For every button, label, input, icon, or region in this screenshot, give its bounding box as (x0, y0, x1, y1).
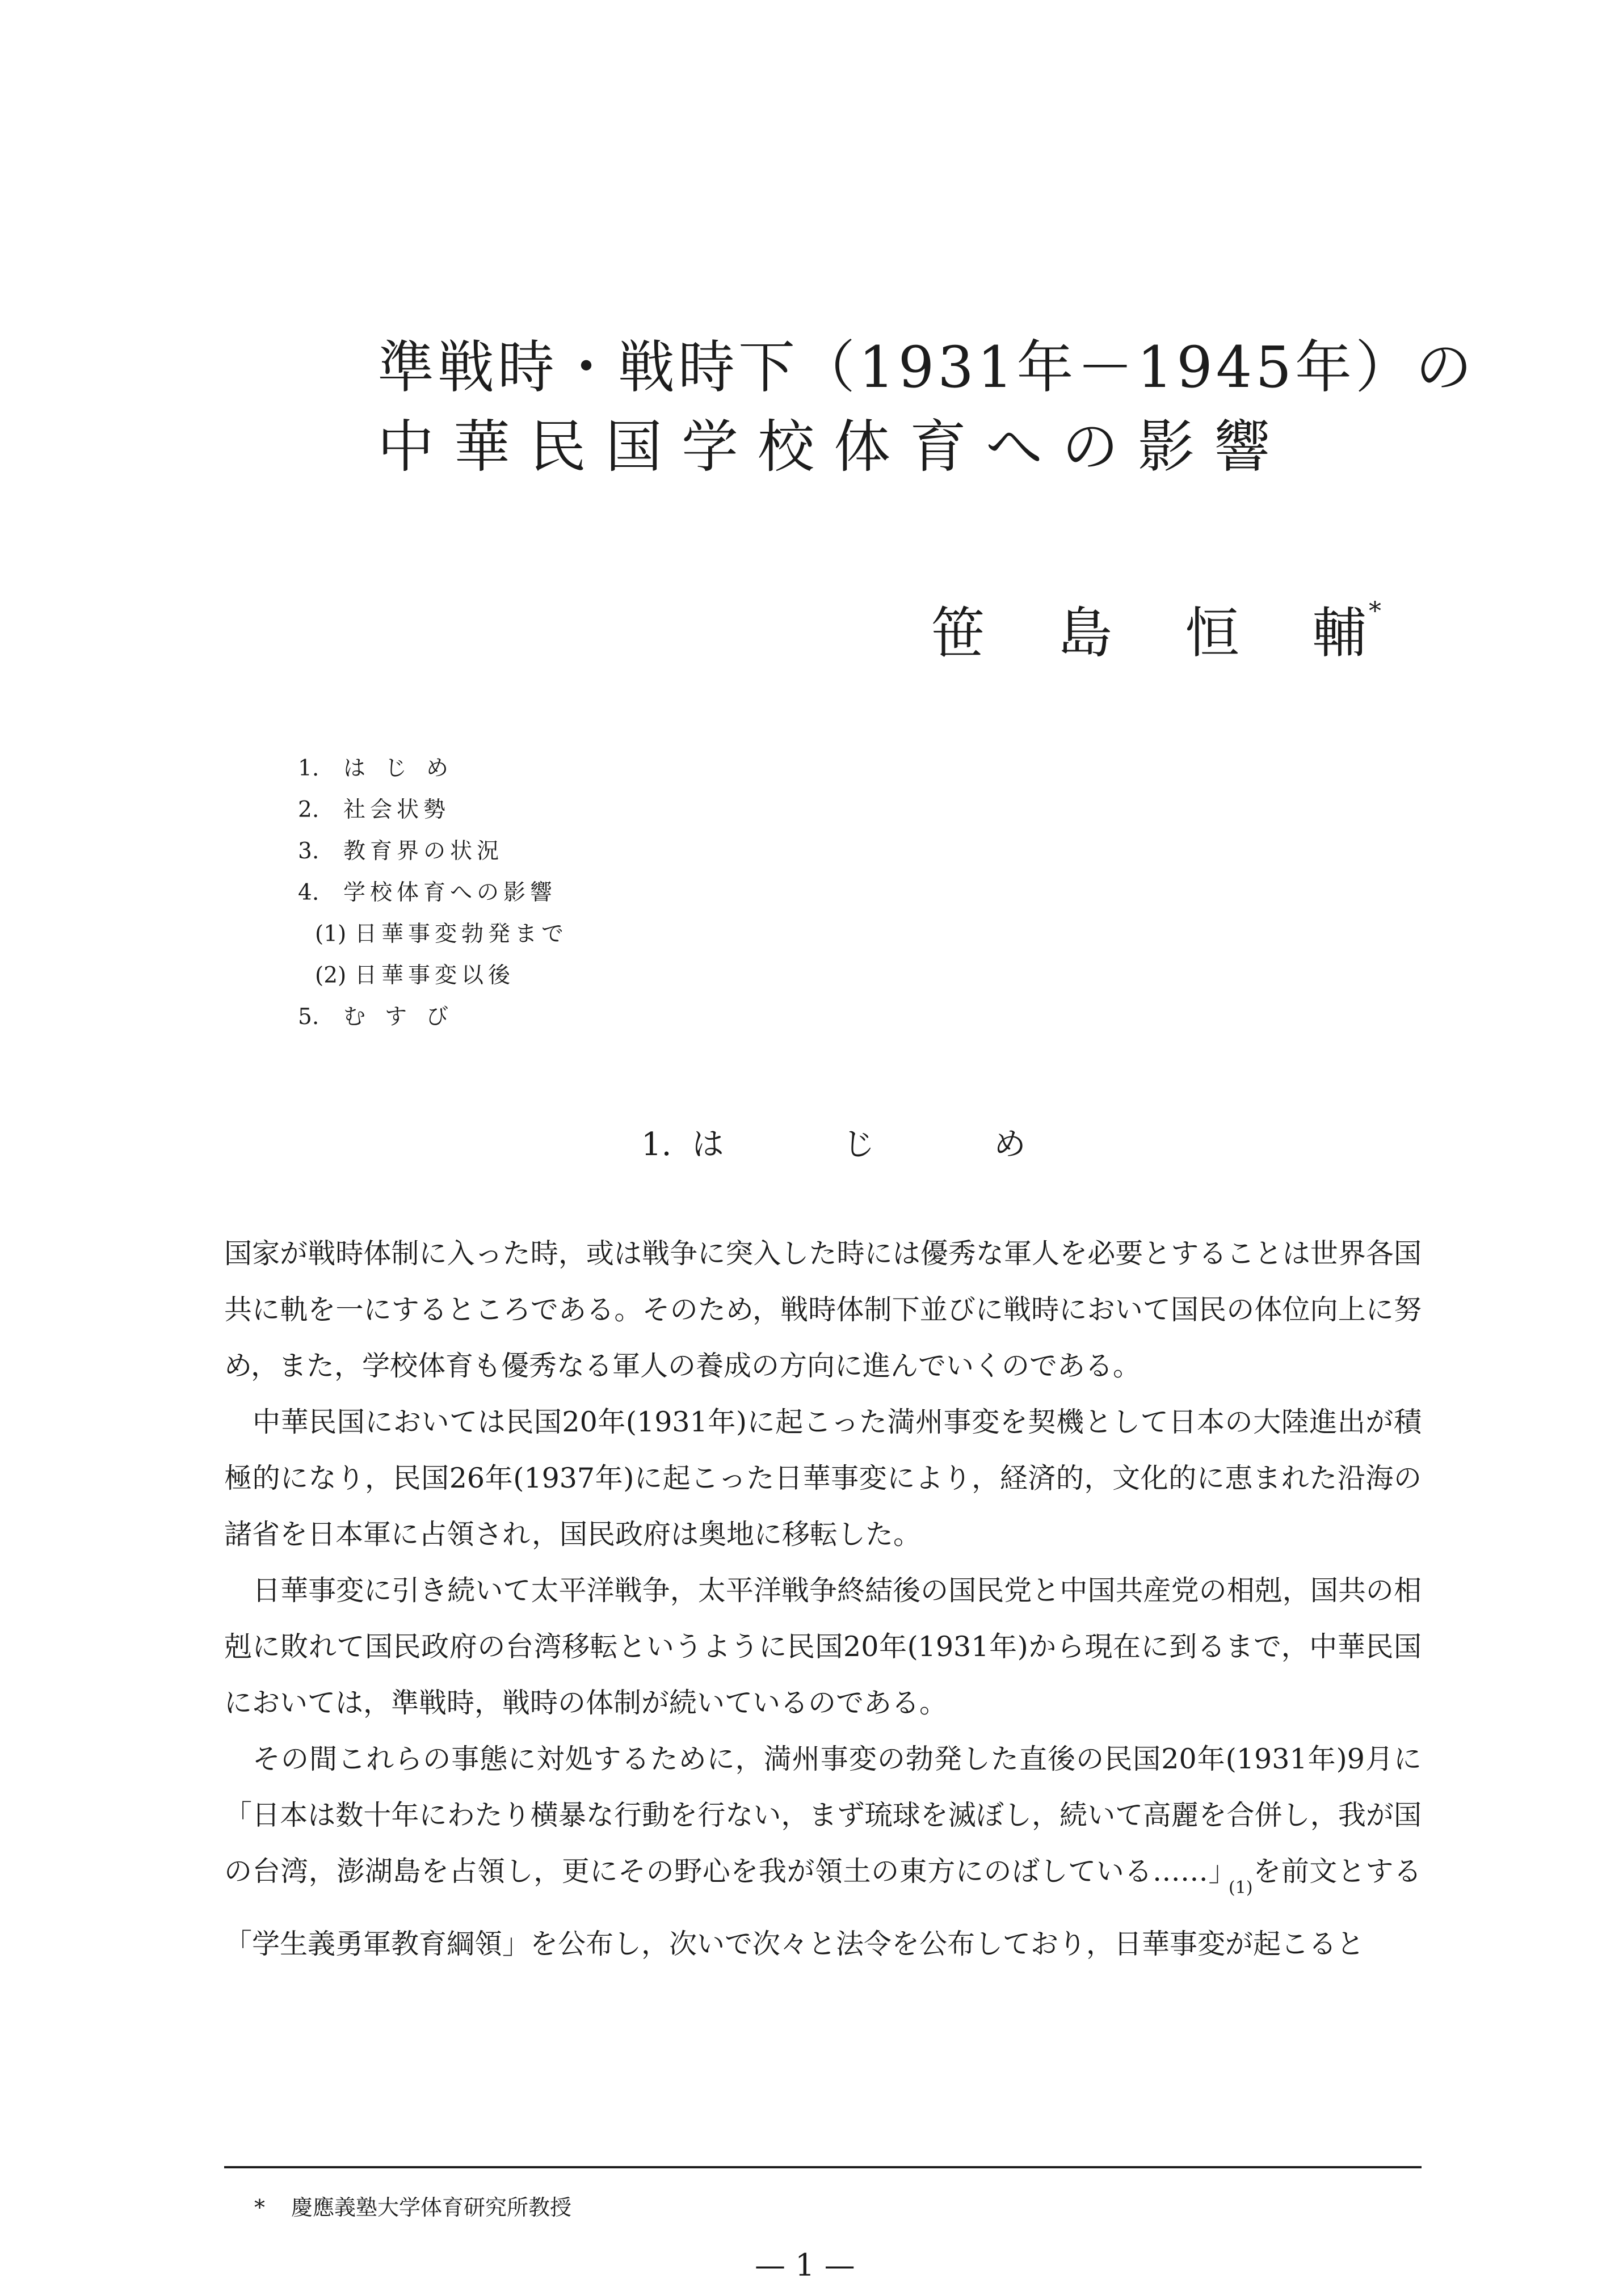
toc-item-label: 教育界の状況 (343, 839, 504, 864)
body-paragraph: 日華事変に引き続いて太平洋戦争，太平洋戦争終結後の国民党と中国共産党の相剋，国共の相剋に敗れて国民政府の台湾移転というように民国20年(1931年)から現在に到るまで，中華民国においては，準戦時，戦時の体制が続いているのである。 (224, 1574, 1422, 1719)
footnote-marker: * (254, 2195, 265, 2220)
toc-item-number: 4. (298, 880, 319, 905)
paper-title-line-1: 準戦時・戦時下（1931年－1945年）の (377, 334, 1475, 401)
toc-item-number: 3. (298, 839, 319, 864)
toc-item-number: 5. (298, 1004, 319, 1030)
toc-item (298, 748, 568, 789)
toc-item-number: (1) (315, 921, 347, 947)
author-char: 輔 (1312, 601, 1366, 665)
toc-item (298, 831, 568, 872)
author-char: 恒 (1185, 601, 1239, 665)
toc-item (298, 872, 568, 913)
toc-item-label: 日華事変勃発まで (355, 921, 569, 947)
author-char: 島 (1058, 601, 1112, 665)
toc-item-label: はじめ (343, 756, 468, 781)
toc-subitem (298, 955, 568, 996)
toc-item-label: むすび (343, 1004, 468, 1030)
toc-item-label: 日華事変以後 (355, 963, 515, 988)
toc-item-number: 1. (298, 756, 319, 781)
body-paragraph: 中華民国においては民国20年(1931年)に起こった満州事変を契機として日本の大陸進出が積極的になり，民国26年(1937年)に起こった日華事変により，経済的，文化的に恵まれた沿海の諸省を日本軍に占領され，国民政府は奥地に移転した。 (224, 1406, 1422, 1551)
toc-item (298, 789, 568, 831)
body-paragraph: 国家が戦時体制に入った時，或は戦争に突入した時には優秀な軍人を必要とすることは世界各国共に軌を一にするところである。そのため，戦時体制下並びに戦時において国民の体位向上に努め，また，学校体育も優秀なる軍人の養成の方向に進んでいくのである。 (224, 1237, 1422, 1382)
toc-item (298, 996, 568, 1038)
footnote-divider (224, 2166, 1422, 2168)
body-paragraph (224, 1731, 1422, 1972)
section-number: 1. (641, 1126, 672, 1163)
footnote (254, 2190, 571, 2221)
section-title: はじめ (692, 1126, 1145, 1163)
toc-subitem (298, 913, 568, 955)
paper-title-line-2: 中華民国学校体育への影響 (377, 414, 1290, 480)
note-reference: (1) (1229, 1878, 1253, 1898)
paragraph-text: を前文とする「学生義勇軍教育綱領」を公布し，次いで次々と法令を公布しており，日華事変が起こると (224, 1855, 1422, 1960)
body-text (224, 1225, 1422, 1972)
paragraph-text: 「日本は数十年にわたり横暴な行動を行ない，まず琉球を滅ぼし，続いて高麗を合併し，我が国の台湾，澎湖島を占領し，更にその野心を我が領土の東方にのばしている……」 (224, 1799, 1422, 1888)
author-char: 笹 (931, 601, 985, 665)
page-number: — 1 — (755, 2247, 855, 2283)
toc-item-label: 学校体育への影響 (343, 880, 557, 905)
author-name (931, 597, 1381, 665)
footnote-text: 慶應義塾大学体育研究所教授 (291, 2195, 572, 2220)
toc-item-label: 社会状勢 (343, 797, 451, 823)
paragraph-text: その間これらの事態に対処するために，満州事変の勃発した直後の民国20年(1931年)9月に (253, 1743, 1422, 1775)
section-heading (641, 1126, 1145, 1163)
toc-item-number: 2. (298, 797, 319, 823)
author-footnote-marker: * (1369, 597, 1381, 626)
table-of-contents (298, 748, 568, 1038)
toc-item-number: (2) (315, 963, 347, 988)
